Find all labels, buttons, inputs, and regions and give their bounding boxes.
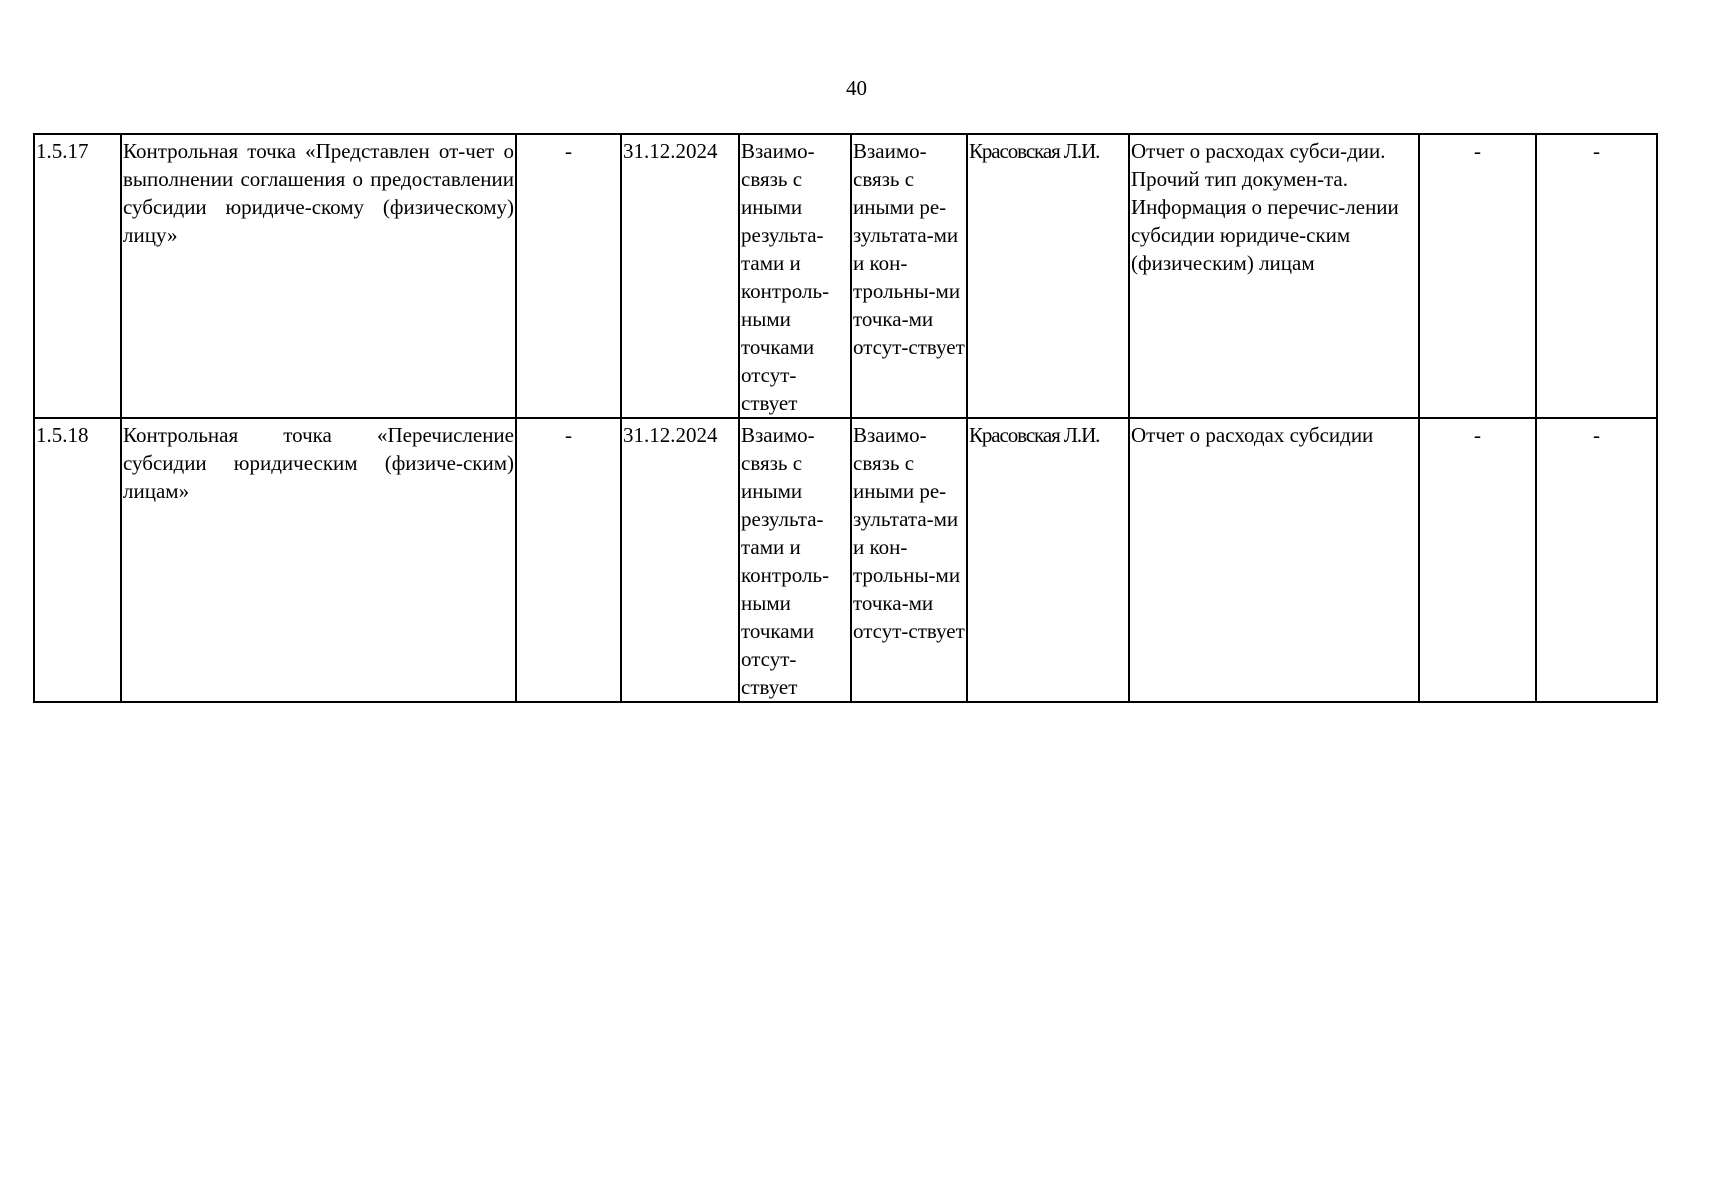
cell-col9: - [1419,134,1536,418]
cell-responsible: Красовская Л.И. [967,418,1129,702]
cell-relation-1: Взаимо-связь с иными результа-тами и контроль-ными точками отсут-ствует [739,418,851,702]
cell-relation-2: Взаимо-связь с иными ре-зультата-ми и кон-трольны-ми точка-ми отсут-ствует [851,418,967,702]
cell-name: Контрольная точка «Перечисление субсидии юридическим (физиче-ским) лицам» [121,418,516,702]
cell-col9: - [1419,418,1536,702]
control-points-table [33,133,1658,703]
cell-name: Контрольная точка «Представлен от-чет о выполнении соглашения о предоставлении субсидии юридиче-скому (физическому) лицу» [121,134,516,418]
cell-col10: - [1536,134,1657,418]
cell-number: 1.5.17 [34,134,121,418]
page-number: 40 [846,76,867,100]
cell-relation-2: Взаимо-связь с иными ре-зультата-ми и кон-трольны-ми точка-ми отсут-ствует [851,134,967,418]
table-row [34,134,1657,418]
cell-number: 1.5.18 [34,418,121,702]
cell-col10: - [1536,418,1657,702]
cell-document: Отчет о расходах субсидии [1129,418,1419,702]
cell-col3: - [516,418,621,702]
cell-document: Отчет о расходах субси-дии. Прочий тип докумен-та. Информация о перечис-лении субсидии юридиче-ским (физическим) лицам [1129,134,1419,418]
table-row [34,418,1657,702]
cell-date: 31.12.2024 [621,134,739,418]
cell-relation-1: Взаимо-связь с иными результа-тами и контроль-ными точками отсут-ствует [739,134,851,418]
cell-col3: - [516,134,621,418]
cell-date: 31.12.2024 [621,418,739,702]
cell-responsible: Красовская Л.И. [967,134,1129,418]
